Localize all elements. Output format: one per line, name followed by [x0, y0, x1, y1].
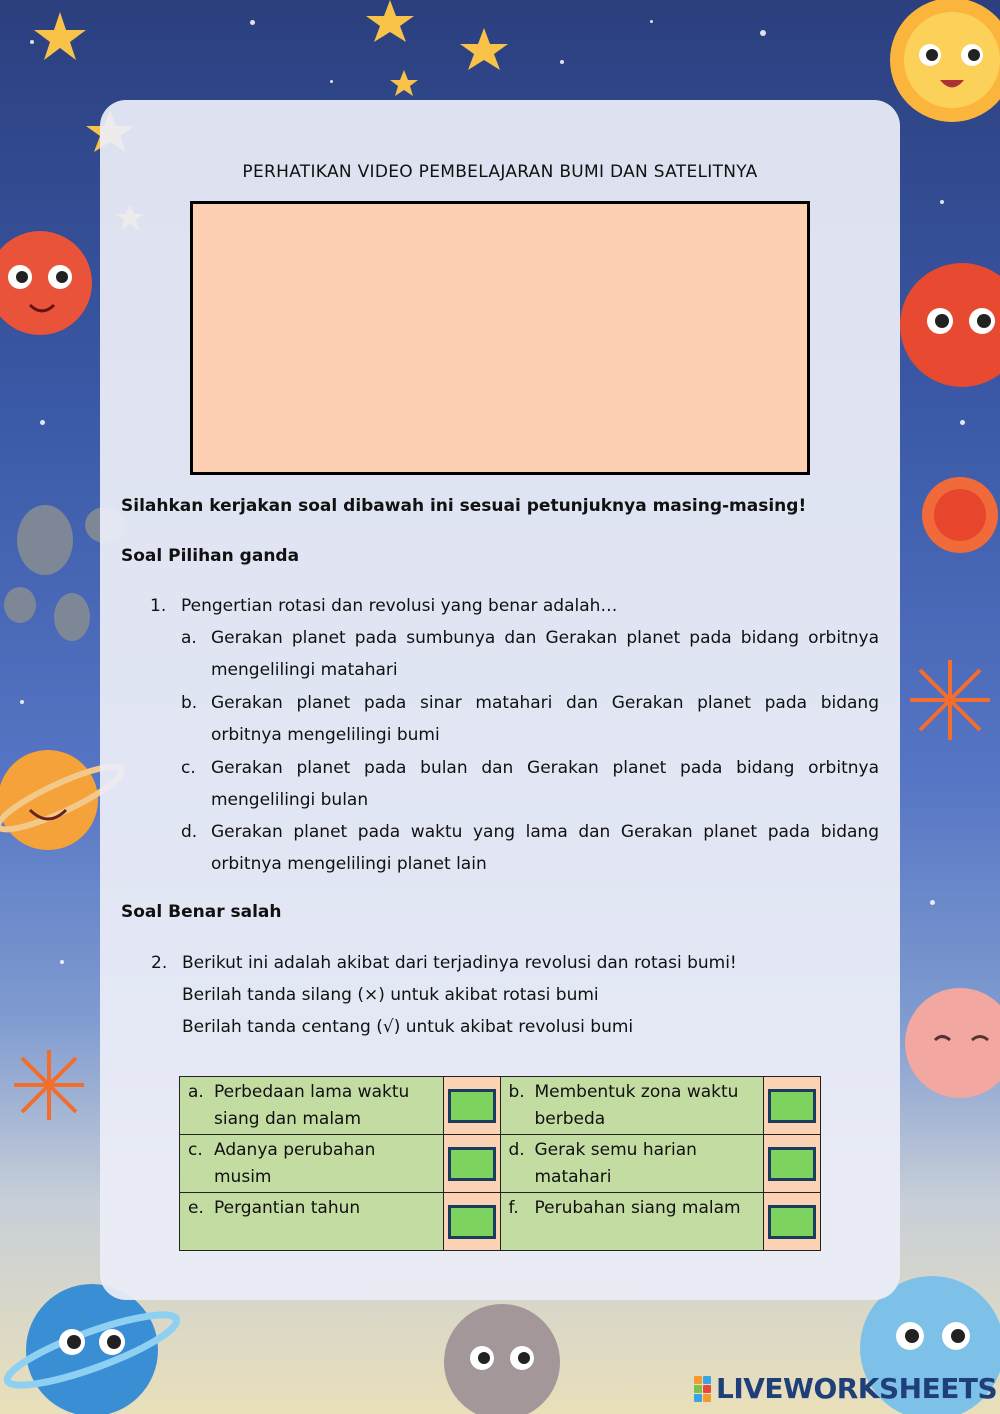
question-text: Pengertian rotasi dan revolusi yang benar adalah… — [181, 596, 618, 616]
option-letter: a. — [181, 628, 197, 648]
option-c[interactable] — [181, 752, 879, 816]
liveworksheets-logo[interactable] — [694, 1372, 997, 1405]
answer-table — [179, 1076, 821, 1251]
statement-text: Perbedaan lama waktu siang dan malam — [214, 1082, 410, 1129]
option-text: Gerakan planet pada sumbunya dan Gerakan planet pada bidang orbitnya mengelilingi matahari — [211, 628, 879, 680]
red-planet-left-icon — [0, 225, 95, 340]
answer-cell — [764, 1135, 821, 1193]
pink-planet-right-icon — [900, 985, 1000, 1100]
answer-cell — [764, 1077, 821, 1135]
option-d[interactable] — [181, 816, 879, 880]
statement-text: Adanya perubahan musim — [214, 1140, 376, 1187]
statement-letter: f. — [508, 1198, 519, 1218]
option-letter: d. — [181, 822, 198, 842]
question-2-revolution-instruction: Berilah tanda centang (√) untuk akibat revolusi bumi — [182, 1017, 634, 1037]
question-2-rotation-instruction: Berilah tanda silang (×) untuk akibat rotasi bumi — [182, 985, 599, 1005]
answer-box-d[interactable] — [768, 1147, 816, 1181]
liveworksheets-brand-text: LIVEWORKSHEETS — [716, 1372, 998, 1405]
answer-box-c[interactable] — [448, 1147, 496, 1181]
question-1 — [150, 590, 880, 622]
section-multiple-choice-heading: Soal Pilihan ganda — [121, 546, 300, 566]
meteor-icon — [905, 470, 1000, 560]
statement-cell — [180, 1135, 444, 1193]
statement-text: Gerak semu harian matahari — [534, 1140, 697, 1187]
answer-cell — [443, 1077, 500, 1135]
question-2-number: 2. — [151, 953, 168, 973]
orange-starburst-right-icon — [910, 660, 990, 740]
statement-cell — [500, 1193, 764, 1251]
statement-cell — [180, 1077, 444, 1135]
option-letter: c. — [181, 758, 196, 778]
option-b[interactable] — [181, 687, 879, 751]
option-a[interactable] — [181, 622, 879, 686]
video-placeholder[interactable] — [190, 201, 810, 475]
table-row — [180, 1135, 821, 1193]
instruction-text: Silahkan kerjakan soal dibawah ini sesuai petunjuknya masing-masing! — [121, 496, 807, 516]
statement-letter: e. — [188, 1198, 204, 1218]
answer-cell — [764, 1193, 821, 1251]
option-text: Gerakan planet pada bulan dan Gerakan planet pada bidang orbitnya mengelilingi bulan — [211, 758, 879, 810]
option-letter: b. — [181, 693, 198, 713]
statement-cell — [500, 1077, 764, 1135]
section-true-false-heading: Soal Benar salah — [121, 902, 282, 922]
statement-text: Pergantian tahun — [214, 1198, 361, 1218]
gray-planet-bottom-icon — [440, 1300, 565, 1414]
statement-cell — [180, 1193, 444, 1251]
answer-box-b[interactable] — [768, 1089, 816, 1123]
question-2-text: Berikut ini adalah akibat dari terjadinya revolusi dan rotasi bumi! — [182, 953, 737, 973]
table-row — [180, 1193, 821, 1251]
statement-letter: a. — [188, 1082, 204, 1102]
statement-letter: d. — [508, 1140, 525, 1160]
statement-text: Membentuk zona waktu berbeda — [534, 1082, 739, 1129]
red-planet-right-icon — [900, 255, 1000, 395]
statement-text: Perubahan siang malam — [534, 1198, 741, 1218]
answer-box-a[interactable] — [448, 1089, 496, 1123]
answer-box-f[interactable] — [768, 1205, 816, 1239]
table-row — [180, 1077, 821, 1135]
answer-cell — [443, 1193, 500, 1251]
question-number: 1. — [150, 596, 167, 616]
liveworksheets-logo-icon — [694, 1376, 712, 1402]
statement-letter: c. — [188, 1140, 203, 1160]
page-title: PERHATIKAN VIDEO PEMBELAJARAN BUMI DAN SATELITNYA — [242, 162, 758, 182]
answer-cell — [443, 1135, 500, 1193]
answer-box-e[interactable] — [448, 1205, 496, 1239]
statement-letter: b. — [508, 1082, 525, 1102]
option-text: Gerakan planet pada sinar matahari dan Gerakan planet pada bidang orbitnya mengelilingi bumi — [211, 693, 879, 745]
option-text: Gerakan planet pada waktu yang lama dan Gerakan planet pada bidang orbitnya mengelilingi planet lain — [211, 822, 879, 874]
orange-starburst-left-icon — [14, 1050, 84, 1120]
statement-cell — [500, 1135, 764, 1193]
